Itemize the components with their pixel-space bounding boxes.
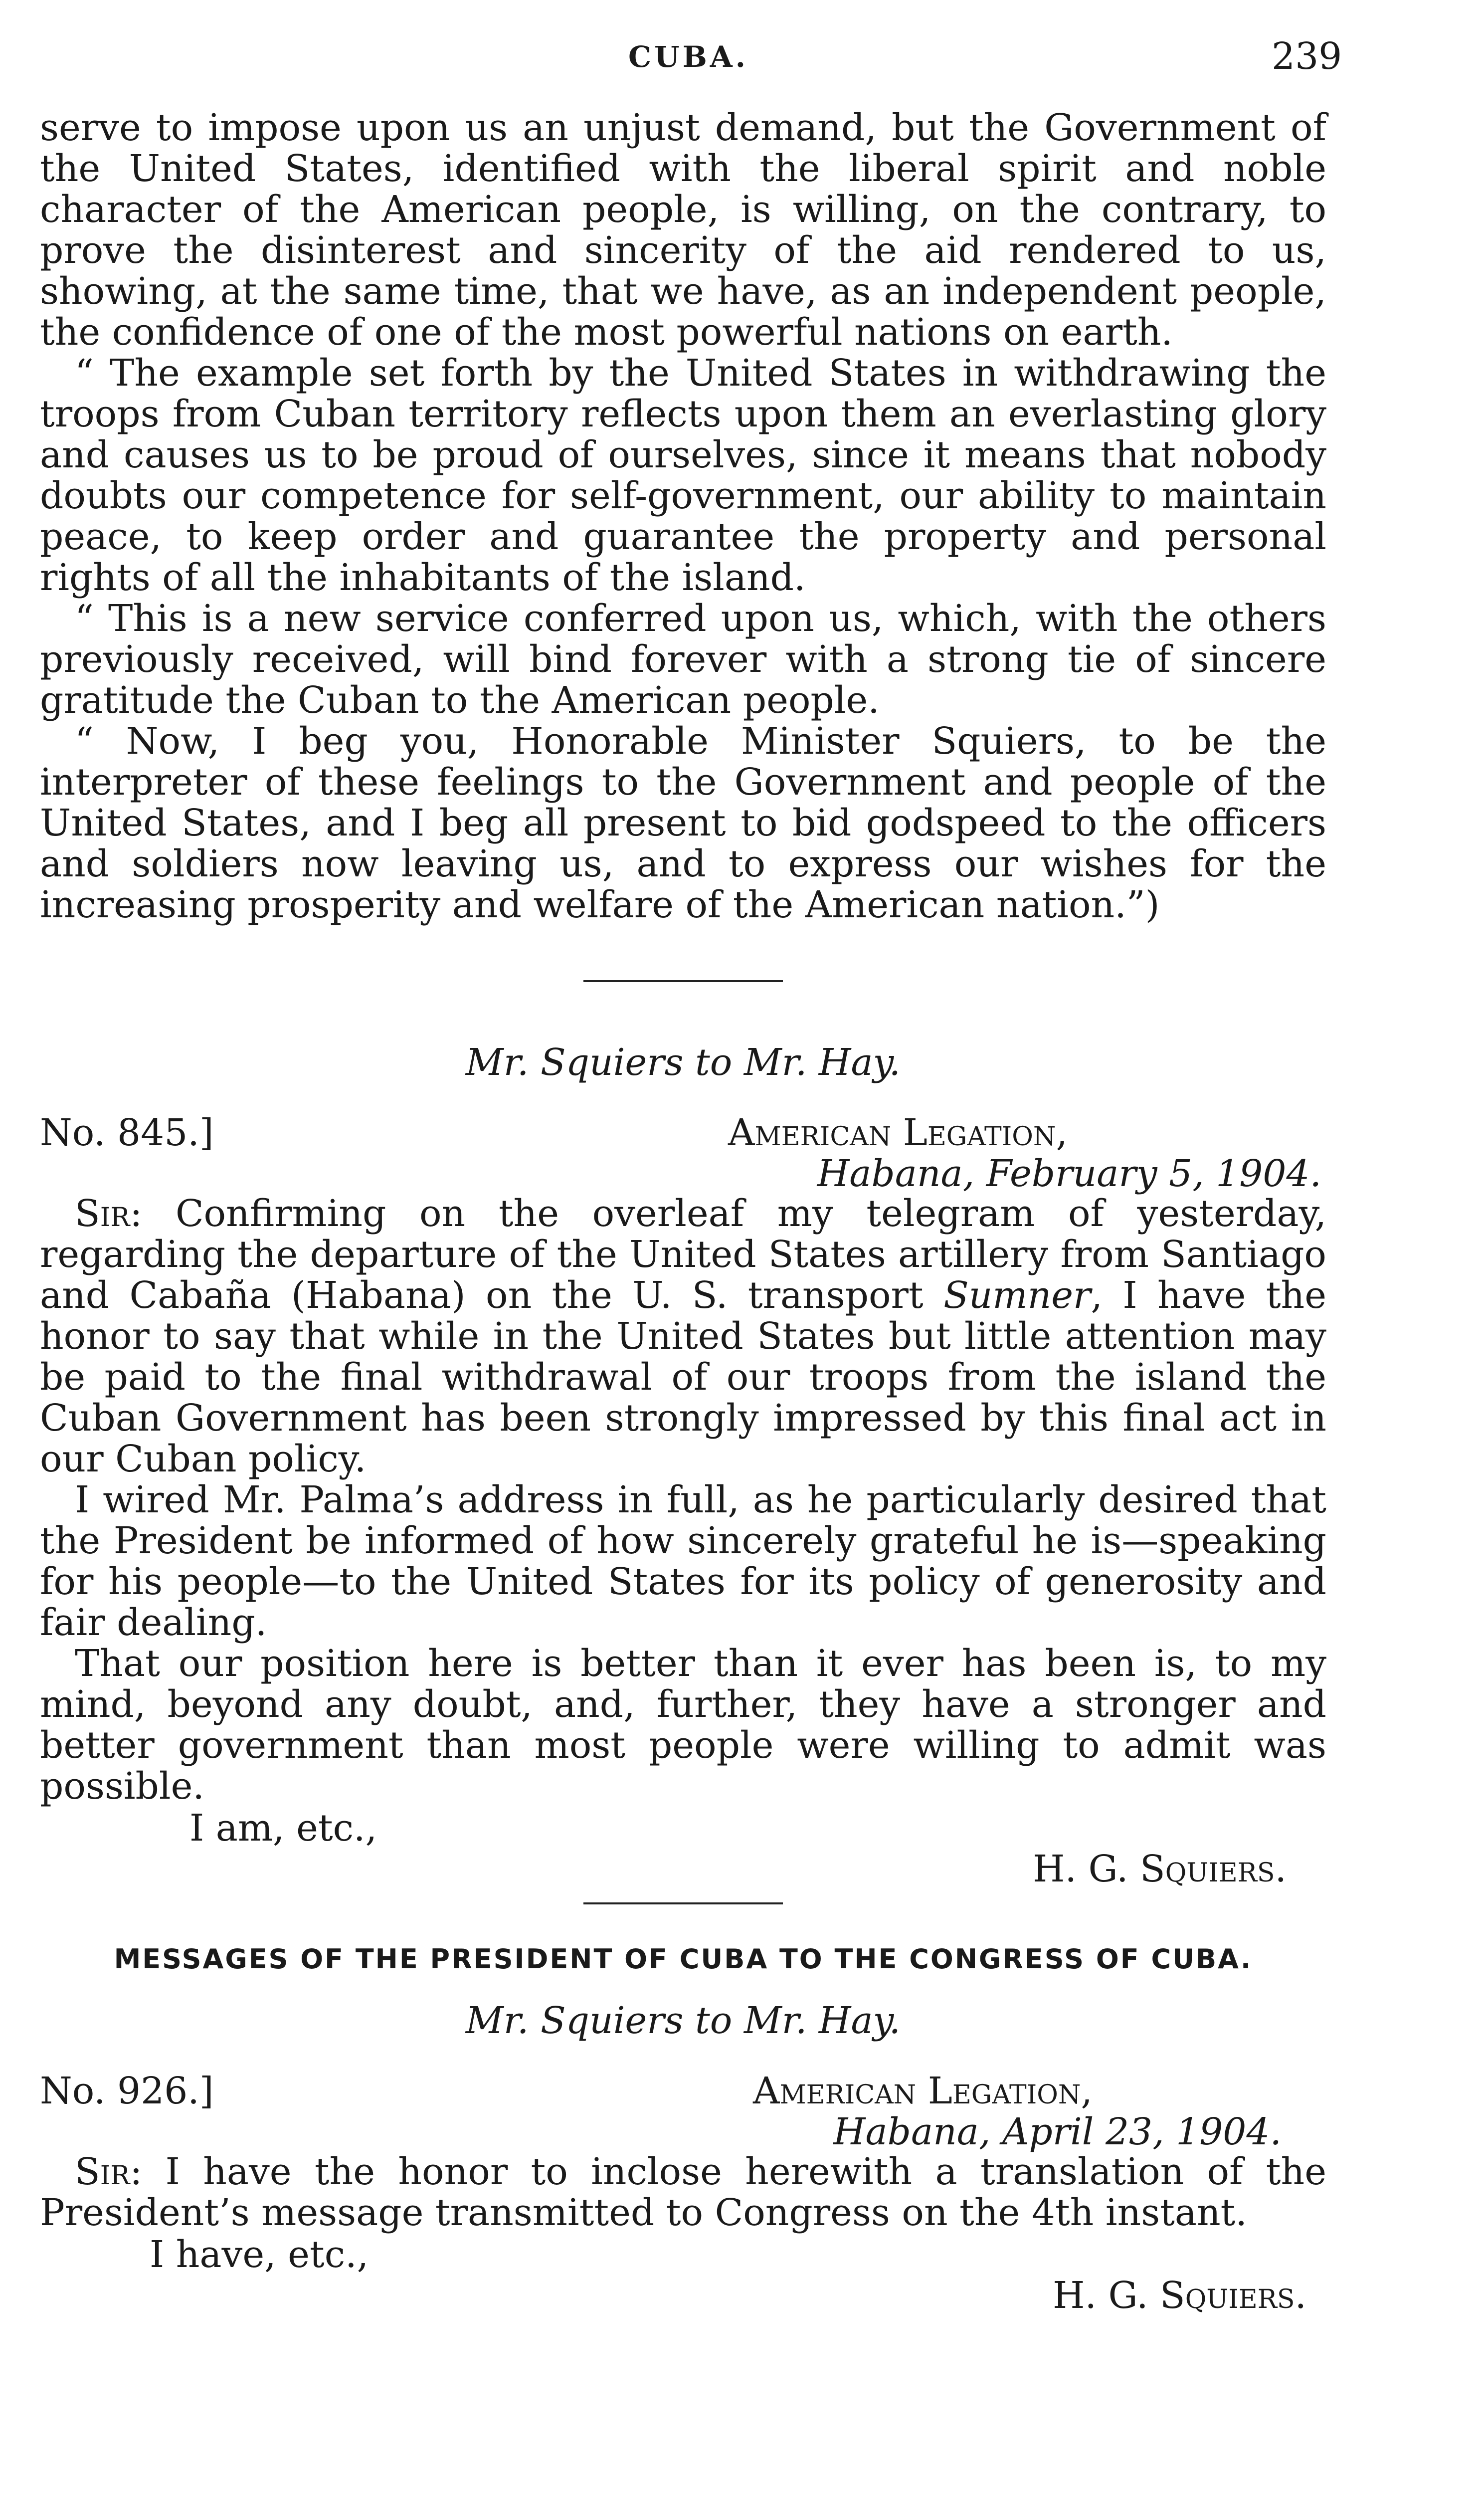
letter1-sir: Sir xyxy=(75,1192,130,1235)
page-number: 239 xyxy=(1272,35,1342,78)
letter2-closing: I have, etc., xyxy=(150,2233,369,2276)
letter2-number: No. 926.] xyxy=(40,2070,214,2112)
page-body xyxy=(40,107,1326,2315)
page-header xyxy=(0,35,1484,90)
letter1-header-row xyxy=(40,1111,1326,1152)
paragraph-1: serve to impose upon us an unjust demand, but the Government of the United States, identified with the liberal spirit and noble character of the American people, is willing, on the contrary, to prove the disinterest and sincerity of the aid rendered to us, showing, at the same time, that we have, as an independent people, the confidence of one of the most powerful nations on earth. xyxy=(40,106,1326,354)
letter1-paragraph-2: I wired Mr. Palma’s address in full, as he particularly desired that the President be informed of how sincerely grateful he is—speaking for his people—to the United States for its policy of generosity and fair dealing. xyxy=(40,1478,1326,1644)
letter1-paragraph-1 xyxy=(40,1193,1326,1479)
letter1-p1b-text: , I have the honor to say that while in the United States but little attention may be paid to the final withdrawal of our troops from the island the Cuban Government has been strongly impressed by this final act in our Cuban policy. xyxy=(40,1274,1326,1480)
section-divider xyxy=(583,980,783,982)
letter1-p1-text: : Confirming on the overleaf my telegram of yesterday, regarding the departure of the United States artillery from Santiago and Cabaña (Habana) on the U. S. transport xyxy=(40,1192,1326,1317)
letter2-header-row xyxy=(40,2070,1326,2110)
letter2-legation: American Legation, xyxy=(753,2070,1093,2112)
letter1-dateline: Habana, February 5, 1904. xyxy=(817,1152,1321,1195)
letter1-signature: H. G. Squiers. xyxy=(1032,1848,1287,1890)
letter1-paragraph-3: That our position here is better than it ever has been is, to my mind, beyond any doubt, and, further, they have a stronger and better government than most people were willing to admit was possible. xyxy=(40,1642,1326,1808)
section-divider-2 xyxy=(583,1902,783,1904)
letter2-salutation: Mr. Squiers to Mr. Hay. xyxy=(465,1999,901,2042)
letter1-legation: American Legation, xyxy=(728,1111,1068,1154)
letter1-number: No. 845.] xyxy=(40,1111,214,1154)
paragraph-3: “ This is a new service conferred upon us, which, with the others previously received, will bind forever with a strong tie of sincere gratitude the Cuban to the American people. xyxy=(40,597,1326,722)
paragraph-2: “ The example set forth by the United States in withdrawing the troops from Cuban territory reflects upon them an everlasting glory and causes us to be proud of ourselves, since it means that nobody doubts our competence for self-government, our ability to maintain peace, to keep order and guarantee the property and personal rights of all the inhabitants of the island. xyxy=(40,352,1326,599)
running-title: CUBA. xyxy=(628,40,748,74)
letter2-sir: Sir xyxy=(75,2150,130,2193)
letter2-dateline: Habana, April 23, 1904. xyxy=(833,2110,1282,2153)
letter1-closing: I am, etc., xyxy=(189,1807,377,1850)
letter1-ship-name: Sumner xyxy=(943,1274,1091,1317)
letter2-paragraph-1 xyxy=(40,2151,1326,2233)
letter2-p1-text: : I have the honor to inclose herewith a translation of the President’s message transmitted to Congress on the 4th instant. xyxy=(40,2150,1326,2234)
section-heading: MESSAGES OF THE PRESIDENT OF CUBA TO THE CONGRESS OF CUBA. xyxy=(114,1943,1253,1975)
paragraph-4: “ Now, I beg you, Honorable Minister Squiers, to be the interpreter of these feelings to the Government and people of the United States, and I beg all present to bid godspeed to the officers and soldiers now leaving us, and to express our wishes for the increasing prosperity and welfare of the American nation.”) xyxy=(40,720,1326,926)
letter1-salutation: Mr. Squiers to Mr. Hay. xyxy=(465,1041,901,1084)
letter2-signature: H. G. Squiers. xyxy=(1052,2274,1306,2317)
